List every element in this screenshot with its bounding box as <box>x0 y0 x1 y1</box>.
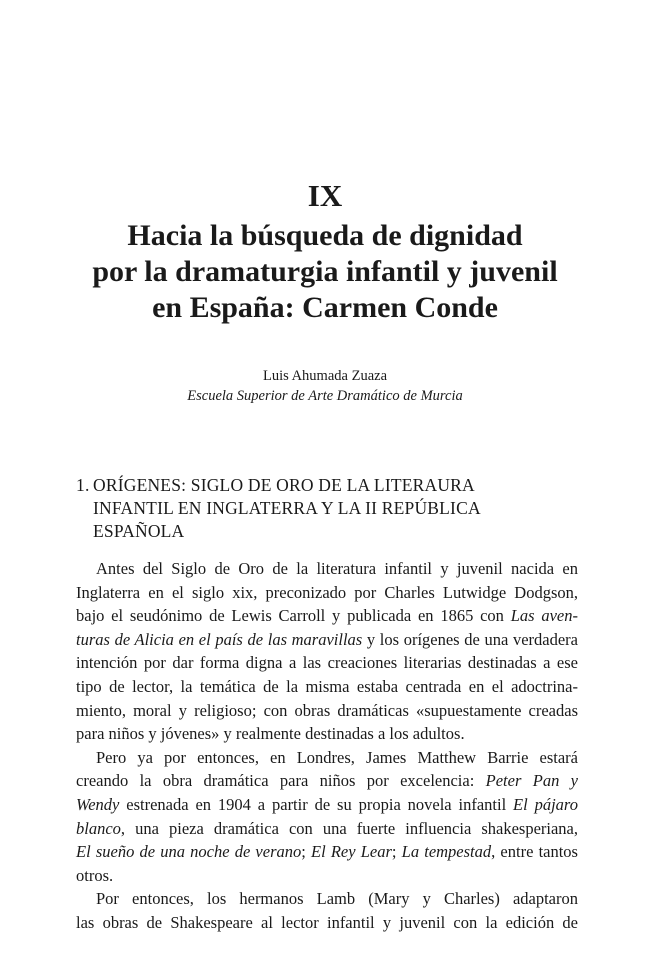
text-run: , una pieza dramática con una fuerte influencia shakesperiana, <box>120 818 578 838</box>
text-line <box>76 817 578 841</box>
italic-title-run: Wendy <box>76 794 120 814</box>
text-line <box>76 581 578 605</box>
text-line <box>76 651 578 675</box>
text-run: Pero ya por entonces, en Londres, James Matthew Barrie estará <box>96 747 578 767</box>
italic-title-run: El pájaro <box>513 794 578 814</box>
text-line <box>76 864 578 888</box>
text-line <box>76 840 578 864</box>
text-line <box>76 675 578 699</box>
text-line <box>76 911 578 935</box>
text-run: otros. <box>76 865 114 885</box>
italic-title-run: Peter Pan y <box>485 771 578 791</box>
text-run: estrenada en 1904 a partir de su propia novela infantil <box>119 794 514 814</box>
text-line <box>76 628 578 652</box>
italic-title-run: La tempestad <box>401 842 492 862</box>
text-run: para niños y jóvenes» y realmente destinadas a los adultos. <box>76 724 465 744</box>
chapter-title-line: por la dramaturgia infantil y juvenil <box>92 255 558 288</box>
italic-title-run: El sueño de una noche de verano <box>76 842 302 862</box>
section-title-text: ORÍGENES: SIGLO DE ORO DE LA LITERAURA <box>93 475 475 495</box>
text-line <box>76 793 578 817</box>
chapter-title-line: en España: Carmen Conde <box>152 291 498 324</box>
text-run: y los orígenes de una verdadera <box>362 629 578 649</box>
text-run: , entre tantos <box>491 842 578 862</box>
italic-title-run: blanco <box>76 818 121 838</box>
chapter-title-line: Hacia la búsqueda de dignidad <box>127 219 523 252</box>
text-line <box>76 746 578 770</box>
text-run: las obras de Shakespeare al lector infantil y juvenil con la edición de <box>76 912 578 932</box>
section-heading <box>76 474 576 543</box>
section-heading-line: INFANTIL EN INGLATERRA Y LA II REPÚBLICA <box>93 498 481 518</box>
text-run: ; <box>301 842 311 862</box>
section-number: 1. <box>76 475 90 495</box>
text-line <box>76 604 578 628</box>
text-run: intención por dar forma digna a las creaciones literarias destinadas a ese <box>76 653 578 673</box>
text-line <box>76 722 578 746</box>
text-line <box>76 769 578 793</box>
text-line <box>76 699 578 723</box>
author-name: Luis Ahumada Zuaza <box>262 368 387 384</box>
section-heading-line: ESPAÑOLA <box>93 521 185 541</box>
text-run: Inglaterra en el siglo xix, preconizado por Charles Lutwidge Dodgson, <box>76 582 578 602</box>
italic-title-run: turas de Alicia en el país de las maravillas <box>76 629 363 649</box>
text-run: bajo el seudónimo de Lewis Carroll y publicada en 1865 con <box>76 606 511 626</box>
text-run: creando la obra dramática para niños por excelencia: <box>76 771 486 791</box>
text-line <box>76 887 578 911</box>
text-run: Por entonces, los hermanos Lamb (Mary y Charles) adaptaron <box>96 889 578 909</box>
italic-title-run: Las aven- <box>510 606 578 626</box>
body-text <box>76 557 578 935</box>
text-run: tipo de lector, la temática de la misma estaba centrada en el adoctrina- <box>76 676 578 696</box>
text-run: ; <box>391 842 402 862</box>
italic-title-run: El Rey Lear <box>311 842 392 862</box>
section-heading-line <box>76 474 576 497</box>
author-affiliation: Escuela Superior de Arte Dramático de Murcia <box>187 388 463 404</box>
text-line <box>76 557 578 581</box>
chapter-number: IX <box>307 178 343 213</box>
chapter-title <box>0 218 650 326</box>
text-run: miento, moral y religioso; con obras dramáticas «supuestamente creadas <box>76 700 578 720</box>
text-run: Antes del Siglo de Oro de la literatura infantil y juvenil nacida en <box>96 559 578 578</box>
